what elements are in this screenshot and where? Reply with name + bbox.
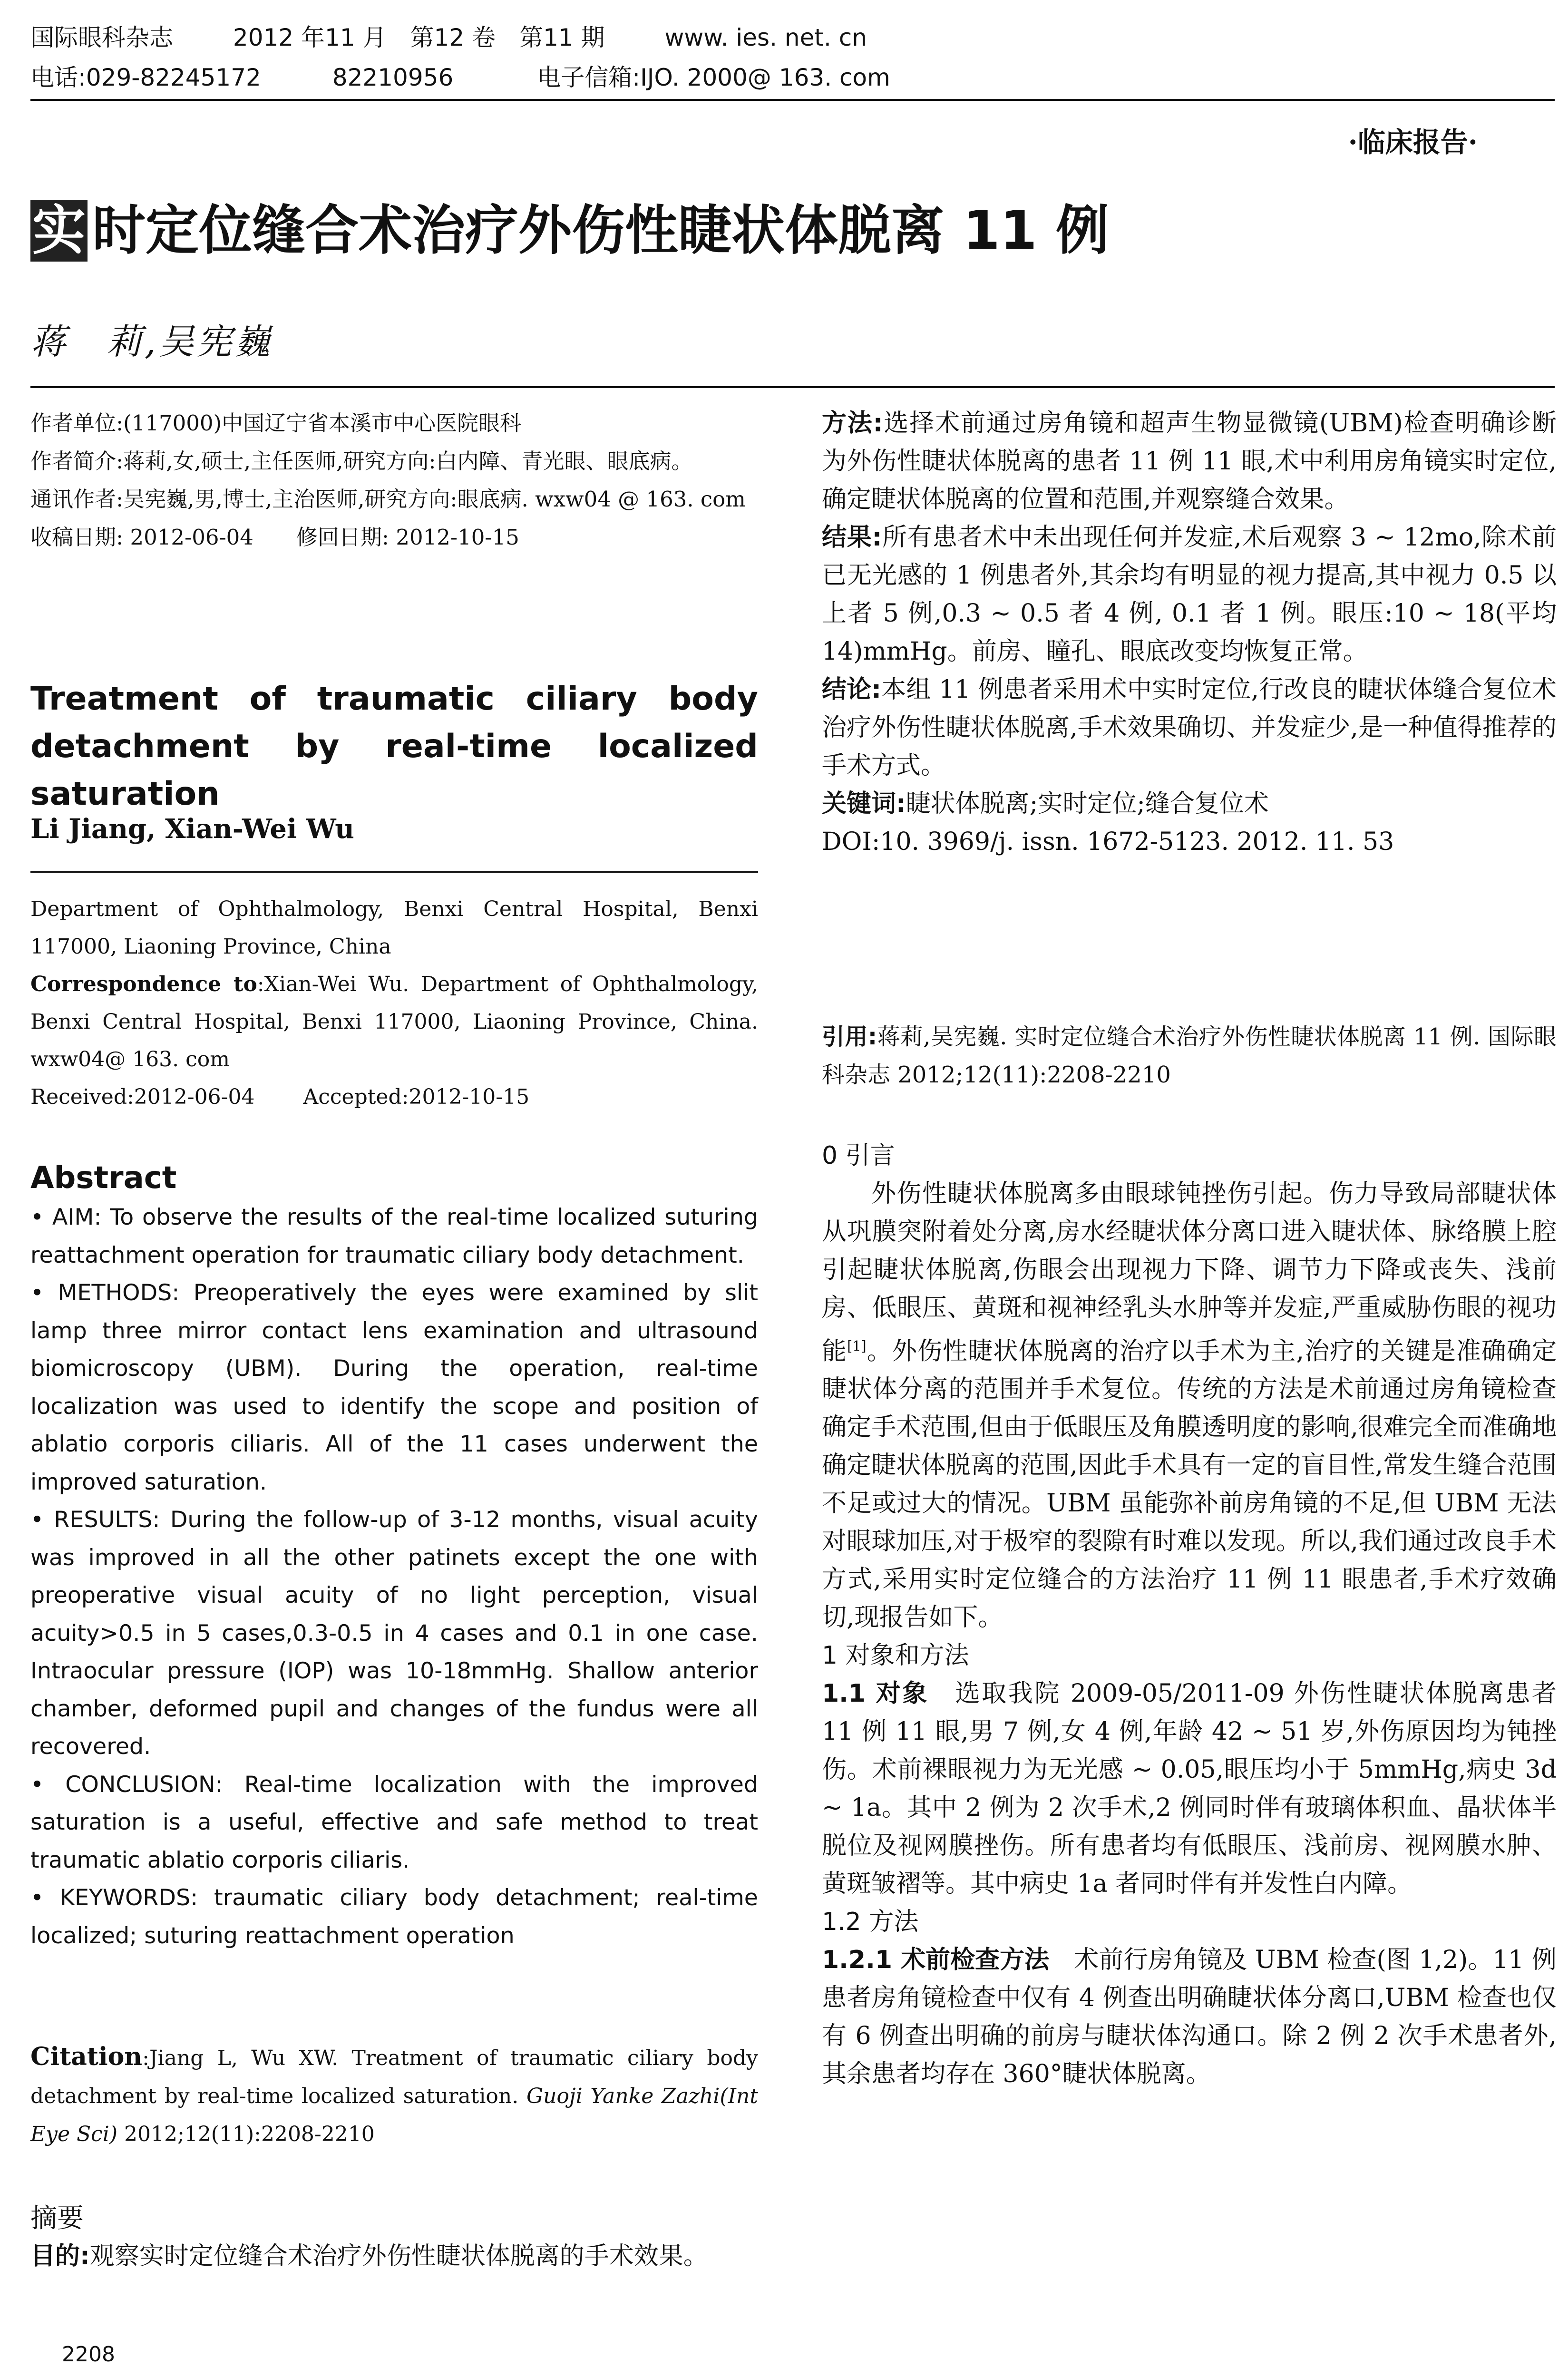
intro-heading: 0 引言 (822, 1141, 895, 1170)
keywords-text: 睫状体脱离;实时定位;缝合复位术 (906, 789, 1269, 818)
citation-tail: 2012;12(11):2208-2210 (117, 2122, 375, 2146)
section-1-2-1-label: 1.2.1 术前检查方法 (822, 1946, 1050, 1975)
correspondence-en (30, 965, 758, 1078)
page-number: 2208 (62, 2342, 115, 2367)
abstract-heading: Abstract (30, 1160, 177, 1196)
dates-en: Received:2012-06-04 Accepted:2012-10-15 (30, 1085, 530, 1109)
en-authors-rule (30, 871, 758, 873)
citation-text: :Jiang L, Wu XW. Treatment of traumatic ciliary body detachment by real-time localized saturation. (30, 2046, 758, 2108)
citation-label: Citation (30, 2042, 143, 2071)
english-authors: Li Jiang, Xian-Wei Wu (30, 813, 355, 845)
dates-cn: 收稿日期: 2012-06-04 修回日期: 2012-10-15 (30, 525, 519, 550)
abstract-cn-aim (30, 2237, 758, 2275)
keywords-label: 关键词: (822, 789, 906, 818)
citation-en (30, 2038, 758, 2153)
title-rule (30, 386, 1555, 388)
section-tag: ·临床报告· (1348, 126, 1478, 158)
intro-paragraph (822, 1175, 1557, 1637)
affiliation-en (30, 890, 758, 1116)
journal-name: 国际眼科杂志 (30, 24, 173, 51)
methods-text: 选择术前通过房角镜和超声生物显微镜(UBM)检查明确诊断为外伤性睫状体脱离的患者 11 例 11 眼,术中利用房角镜实时定位,确定睫状体脱离的位置和范围,并观察缝合效果。 (822, 409, 1557, 514)
journal-website[interactable]: www. ies. net. cn (664, 24, 867, 51)
author-bio-cn: 作者简介:蒋莉,女,硕士,主任医师,研究方向:白内障、青光眼、眼底病。 (30, 448, 693, 474)
conclusion-text: 本组 11 例患者采用术中实时定位,行改良的睫状体缝合复位术治疗外伤性睫状体脱离,手术效果确切、并发症少,是一种值得推荐的手术方式。 (822, 675, 1557, 780)
header-row-2 (30, 63, 890, 92)
abstract-results: • RESULTS: During the follow-up of 3-12 months, visual acuity was improved in all the other patinets except the one with preoperative visual acuity of no light perception, visual acuity>0.5 in 5 cases,0.3-0.5 in 4 cases and 0.1 in one case. Intraocular pressure (IOP) was 10-18mmHg. Shallow anterior chamber, deformed pupil and changes of the fundus were all recovered. (30, 1507, 758, 1760)
department-en: Department of Ophthalmology, Benxi Central Hospital, Benxi 117000, Liaoning Province, China (30, 897, 758, 959)
abstract-cn-heading: 摘要 (30, 2203, 84, 2234)
abstract-en (30, 1160, 758, 1955)
conclusion-label: 结论: (822, 675, 882, 704)
abstract-cn-start (30, 2197, 758, 2275)
correspondence-label: Correspondence to (30, 972, 257, 996)
section-1-heading: 1 对象和方法 (822, 1641, 969, 1670)
header-rule (30, 99, 1555, 101)
abstract-conclusion: • CONCLUSION: Real-time localization with the improved saturation is a useful, effective and safe method to treat traumatic ablatio corporis ciliaris. (30, 1771, 758, 1873)
citation-cn (822, 1018, 1557, 1094)
journal-phone: 电话:029-82245172 82210956 (30, 64, 454, 91)
section-1-2-1 (822, 1941, 1557, 2093)
header-row-1 (30, 23, 867, 52)
citation-journal: Guoji Yanke Zazhi(Int Eye Sci) (30, 2084, 759, 2146)
citation-cn-label: 引用: (822, 1023, 877, 1050)
english-title-line-1: Treatment of traumatic ciliary body (30, 680, 758, 718)
corresponding-author-cn: 通讯作者:吴宪巍,男,博士,主治医师,研究方向:眼底病. wxw04 @ 163. com (30, 487, 746, 512)
english-title-line-2: detachment by real-time localized saturation (30, 728, 758, 813)
section-1-1-text: 选取我院 2009-05/2011-09 外伤性睫状体脱离患者 11 例 11 眼,男 7 例,女 4 例,年龄 42 ~ 51 岁,外伤原因均为钝挫伤。术前裸眼视力为无光感 ~ 0.05,眼压均小于 5mmHg,病史 3d ~ 1a。其中 2 例为 2 次手术,2 例同时伴有玻璃体积血、晶状体半脱位及视网膜挫伤。所有患者均有低眼压、浅前房、视网膜水肿、黄斑皱褶等。其中病史 1a 者同时伴有并发性白内障。 (822, 1679, 1557, 1899)
journal-email[interactable]: 电子信箱:IJO. 2000@ 163. com (537, 64, 890, 91)
article-title (30, 200, 1109, 262)
article-body (822, 1137, 1557, 2093)
authors-cn: 蒋 莉,吴宪巍 (30, 321, 273, 362)
title-text: 时定位缝合术治疗外伤性睫状体脱离 11 例 (92, 200, 1109, 262)
abstract-keywords: • KEYWORDS: traumatic ciliary body detachment; real-time localized; suturing reattachment operation (30, 1885, 758, 1949)
title-first-char: 实 (30, 200, 88, 262)
abstract-methods: • METHODS: Preoperatively the eyes were examined by slit lamp three mirror contact lens examination and ultrasound biomicroscopy (UBM). During the operation, real-time localization was used to identify the scope and position of ablatio corporis ciliaris. All of the 11 cases underwent the improved saturation. (30, 1280, 758, 1495)
results-text: 所有患者术中未出现任何并发症,术后观察 3 ~ 12mo,除术前已无光感的 1 例患者外,其余均有明显的视力提高,其中视力 0.5 以上者 5 例,0.3 ~ 0.5 者 4 例, 0.1 者 1 例。眼压:10 ~ 18(平均 14)mmHg。前房、瞳孔、眼底改变均恢复正常。 (822, 523, 1557, 666)
intro-text-1: 外伤性睫状体脱离多由眼球钝挫伤引起。伤力导致局部睫状体从巩膜突附着处分离,房水经睫状体分离口进入睫状体、脉络膜上腔引起睫状体脱离,伤眼会出现视力下降、调节力下降或丧失、浅前房、低眼压、黄斑和视神经乳头水肿等并发症,严重威胁伤眼的视功能 (822, 1179, 1557, 1366)
aim-label: 目的: (30, 2242, 90, 2270)
reference-1[interactable]: [1] (847, 1338, 867, 1354)
section-1-2-1-text: 术前行房角镜及 UBM 检查(图 1,2)。11 例患者房角镜检查中仅有 4 例查出明确睫状体分离口,UBM 检查也仅有 6 例查出明确的前房与睫状体沟通口。除 2 例 2 次手术患者外,其余患者均存在 360°睫状体脱离。 (822, 1946, 1557, 2089)
english-authors-block (30, 813, 758, 845)
correspondence-text: :Xian-Wei Wu. Department of Ophthalmology, Benxi Central Hospital, Benxi 117000, Liaoning Province, China. wxw04@ 163. com (30, 972, 758, 1072)
results-label: 结果: (822, 523, 882, 552)
abstract-cn-continued (822, 404, 1557, 861)
abstract-aim: • AIM: To observe the results of the real-time localized suturing reattachment operation for traumatic ciliary body detachment. (30, 1204, 758, 1268)
author-meta-cn (30, 404, 758, 556)
citation-cn-text: 蒋莉,吴宪巍. 实时定位缝合术治疗外伤性睫状体脱离 11 例. 国际眼科杂志 2012;12(11):2208-2210 (822, 1023, 1557, 1088)
english-title-block (30, 675, 758, 818)
aim-text: 观察实时定位缝合术治疗外伤性睫状体脱离的手术效果。 (89, 2242, 708, 2270)
doi[interactable]: DOI:10. 3969/j. issn. 1672-5123. 2012. 11. 53 (822, 828, 1394, 856)
section-1-1 (822, 1675, 1557, 1903)
methods-label: 方法: (822, 409, 883, 438)
issue-info: 2012 年11 月 第12 卷 第11 期 (233, 24, 605, 51)
intro-text-2: 。外伤性睫状体脱离的治疗以手术为主,治疗的关键是准确确定睫状体分离的范围并手术复位。传统的方法是术前通过房角镜检查确定手术范围,但由于低眼压及角膜透明度的影响,很难完全而准确地确定睫状体脱离的范围,因此手术具有一定的盲目性,常发生缝合范围不足或过大的情况。UBM 虽能弥补前房角镜的不足,但 UBM 无法对眼球加压,对于极窄的裂隙有时难以发现。所以,我们通过改良手术方式,采用实时定位缝合的方法治疗 11 例 11 眼患者,手术疗效确切,现报告如下。 (822, 1337, 1557, 1632)
author-affiliation-cn: 作者单位:(117000)中国辽宁省本溪市中心医院眼科 (30, 410, 522, 436)
abstract-body (30, 1198, 758, 1955)
section-1-1-label: 1.1 对象 (822, 1679, 929, 1708)
section-1-2-heading: 1.2 方法 (822, 1908, 919, 1937)
